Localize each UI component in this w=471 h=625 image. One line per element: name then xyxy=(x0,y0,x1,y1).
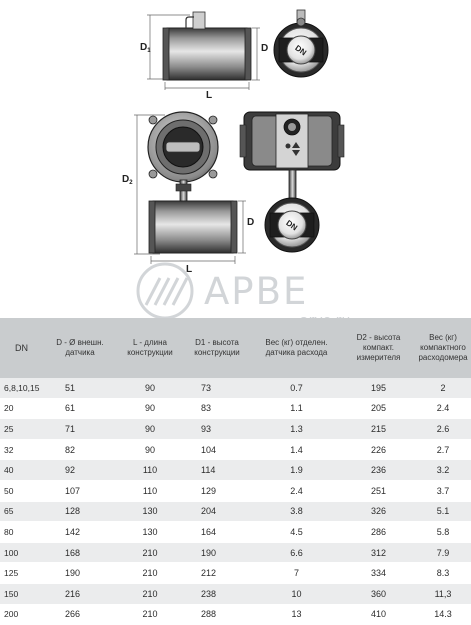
table-row xyxy=(0,419,471,440)
cell-sensor-weight: 1.1 xyxy=(251,398,342,419)
cell-sensor-weight: 0.7 xyxy=(251,378,342,398)
cell-sensor-weight: 2.4 xyxy=(251,480,342,501)
cell-d1: 104 xyxy=(183,439,251,460)
cell-d1: 129 xyxy=(183,480,251,501)
cell-d2: 334 xyxy=(342,563,415,584)
bottom-d2-label: $D_2$ xyxy=(122,174,133,186)
cell-l: 90 xyxy=(117,378,183,398)
cell-d1: 73 xyxy=(183,378,251,398)
cell-dn: 20 xyxy=(0,398,43,419)
table-row xyxy=(0,460,471,481)
top-l-label: L xyxy=(206,90,213,101)
cell-compact-weight: 2.6 xyxy=(415,419,471,440)
cell-compact-weight: 14.3 xyxy=(415,604,471,625)
table-row xyxy=(0,604,471,625)
cell-dn: 40 xyxy=(0,460,43,481)
watermark-logo-icon xyxy=(138,264,192,318)
cell-sensor-weight: 3.8 xyxy=(251,501,342,522)
bottom-d-label: D xyxy=(247,217,255,228)
cell-compact-weight: 3.7 xyxy=(415,480,471,501)
cell-sensor-weight: 1.9 xyxy=(251,460,342,481)
header-compact-weight: Вес (кг) компактного расходомера xyxy=(415,318,471,378)
cell-sensor-weight: 4.5 xyxy=(251,522,342,543)
cell-sensor-weight: 7 xyxy=(251,563,342,584)
cell-d1: 114 xyxy=(183,460,251,481)
cell-d: 71 xyxy=(43,419,117,440)
cell-d2: 215 xyxy=(342,419,415,440)
cell-d: 142 xyxy=(43,522,117,543)
header-height-d2: D2 - высота компакт. измерителя xyxy=(342,318,415,378)
bottom-meter-pipe xyxy=(153,201,233,253)
cell-l: 210 xyxy=(117,542,183,563)
cell-d2: 286 xyxy=(342,522,415,543)
top-sensor-connector xyxy=(193,12,205,29)
cell-dn: 80 xyxy=(0,522,43,543)
cell-d: 168 xyxy=(43,542,117,563)
header-length: L - длина конструкции xyxy=(117,318,183,378)
cell-compact-weight: 7.9 xyxy=(415,542,471,563)
cell-d1: 83 xyxy=(183,398,251,419)
cell-d: 107 xyxy=(43,480,117,501)
cell-l: 110 xyxy=(117,480,183,501)
header-dn: DN xyxy=(0,318,43,378)
cell-l: 210 xyxy=(117,583,183,604)
cell-l: 130 xyxy=(117,522,183,543)
cell-sensor-weight: 6.6 xyxy=(251,542,342,563)
cell-l: 90 xyxy=(117,419,183,440)
cell-sensor-weight: 13 xyxy=(251,604,342,625)
top-sensor-end-view xyxy=(274,10,328,77)
bottom-meter-side-view xyxy=(122,112,254,275)
cell-d1: 204 xyxy=(183,501,251,522)
table-row xyxy=(0,583,471,604)
cell-sensor-weight: 1.3 xyxy=(251,419,342,440)
cell-d1: 212 xyxy=(183,563,251,584)
cell-d2: 312 xyxy=(342,542,415,563)
cell-dn: 65 xyxy=(0,501,43,522)
cell-d: 82 xyxy=(43,439,117,460)
cell-d: 266 xyxy=(43,604,117,625)
top-d-label: D xyxy=(261,43,269,54)
cell-dn: 32 xyxy=(0,439,43,460)
cell-dn: 50 xyxy=(0,480,43,501)
cell-compact-weight: 8.3 xyxy=(415,563,471,584)
cell-d: 92 xyxy=(43,460,117,481)
cell-d1: 190 xyxy=(183,542,251,563)
cell-dn: 200 xyxy=(0,604,43,625)
table-row xyxy=(0,542,471,563)
cell-d1: 238 xyxy=(183,583,251,604)
cell-d: 216 xyxy=(43,583,117,604)
cell-d2: 195 xyxy=(342,378,415,398)
table-row xyxy=(0,501,471,522)
cell-d: 51 xyxy=(43,378,117,398)
cell-dn: 125 xyxy=(0,563,43,584)
cell-compact-weight: 11,3 xyxy=(415,583,471,604)
cell-d2: 205 xyxy=(342,398,415,419)
cell-l: 90 xyxy=(117,398,183,419)
table-row xyxy=(0,563,471,584)
cell-d: 128 xyxy=(43,501,117,522)
cell-compact-weight: 2 xyxy=(415,378,471,398)
cell-dn: 100 xyxy=(0,542,43,563)
top-sensor-pipe xyxy=(167,28,247,80)
cell-d: 190 xyxy=(43,563,117,584)
cell-d1: 93 xyxy=(183,419,251,440)
table-row xyxy=(0,480,471,501)
table-row xyxy=(0,398,471,419)
cell-dn: 150 xyxy=(0,583,43,604)
cell-dn: 25 xyxy=(0,419,43,440)
bottom-meter-end-view xyxy=(240,112,344,252)
bottom-dn-label: DN xyxy=(284,218,300,233)
cell-d: 61 xyxy=(43,398,117,419)
table-row xyxy=(0,439,471,460)
table-header-row xyxy=(0,318,471,378)
cell-l: 90 xyxy=(117,439,183,460)
cell-d2: 360 xyxy=(342,583,415,604)
header-sensor-weight: Вес (кг) отделен. датчика расхода xyxy=(251,318,342,378)
specifications-table xyxy=(0,318,471,625)
cell-d2: 251 xyxy=(342,480,415,501)
cell-l: 210 xyxy=(117,604,183,625)
cell-d2: 326 xyxy=(342,501,415,522)
cell-sensor-weight: 10 xyxy=(251,583,342,604)
watermark-brand: АРВЕ xyxy=(204,270,309,313)
cell-sensor-weight: 1.4 xyxy=(251,439,342,460)
cell-d2: 226 xyxy=(342,439,415,460)
top-dn-label: DN xyxy=(293,43,309,58)
cell-d1: 288 xyxy=(183,604,251,625)
cell-compact-weight: 3.2 xyxy=(415,460,471,481)
header-height-d1: D1 - высота конструкции xyxy=(183,318,251,378)
cell-d1: 164 xyxy=(183,522,251,543)
bottom-l-label: L xyxy=(186,264,193,275)
cell-compact-weight: 2.4 xyxy=(415,398,471,419)
top-sensor-side-view xyxy=(140,12,268,101)
cell-compact-weight: 2.7 xyxy=(415,439,471,460)
cell-compact-weight: 5.1 xyxy=(415,501,471,522)
cell-l: 110 xyxy=(117,460,183,481)
cell-compact-weight: 5.8 xyxy=(415,522,471,543)
cell-d2: 410 xyxy=(342,604,415,625)
cell-l: 210 xyxy=(117,563,183,584)
cell-dn: 6,8,10,15 xyxy=(0,378,43,398)
header-outer-diameter: D - Ø внешн. датчика xyxy=(43,318,117,378)
cell-l: 130 xyxy=(117,501,183,522)
cell-d2: 236 xyxy=(342,460,415,481)
table-row xyxy=(0,522,471,543)
top-d1-label: $D_1$ xyxy=(140,42,151,54)
table-row xyxy=(0,378,471,398)
